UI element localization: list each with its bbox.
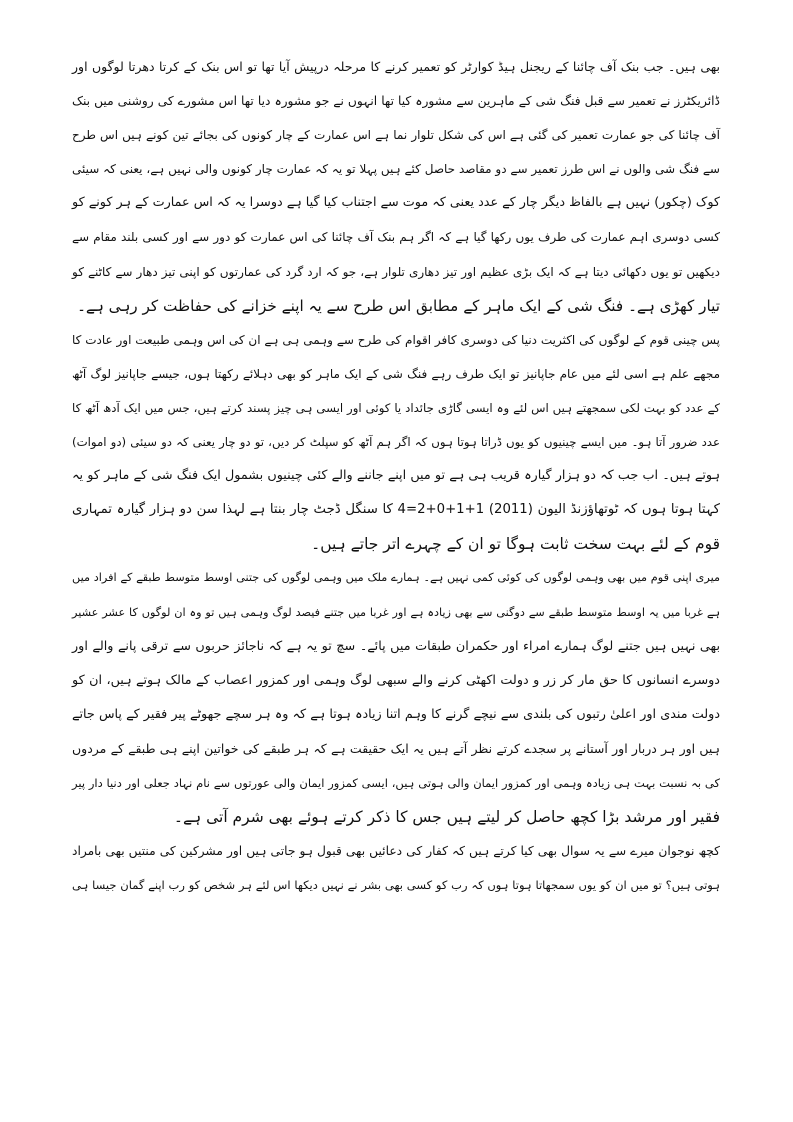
text-line: ڈائریکٹرز نے تعمیر سے قبل فنگ شی کے ماہرین سے مشورہ کیا تھا انہوں نے جو مشورہ دیا تھا اس مشورے کی روشنی میں بنک: [72, 94, 720, 109]
text-line: دولت مندی اور اعلیٰ رتبوں کی بلندی سے نیچے گرنے کا وہم اتنا زیادہ ہوتا ہے کہ وہ ہر سچے جھوٹے پیر فقیر کے پاس جاتے: [72, 706, 720, 722]
text-line: پس چینی قوم کے لوگوں کی اکثریت دنیا کی دوسری کافر اقوام کی طرح سے وہمی ہی ہے ان کی اس وہمی طبیعت اور عادت کا: [72, 332, 720, 347]
text-line: آف چائنا کی جو عمارت تعمیر کی گئی ہے اس کی شکل تلوار نما ہے اس عمارت کے چار کونوں کی بجائے تین کونے ہیں اس طرح: [72, 128, 720, 143]
text-line: کوک (چکور) نہیں ہے بالفاظ دیگر چار کے عدد یعنی کہ موت سے اجتناب کیا گیا ہے دوسرا یہ کہ اس عمارت کے ہر کونے کو: [72, 195, 720, 211]
text-line: کچھ نوجوان میرے سے یہ سوال بھی کیا کرتے ہیں کہ کفار کی دعائیں بھی قبول ہو جاتی ہیں اور مشرکین کی منتیں بھی بامراد: [72, 844, 720, 859]
text-line: بھی نہیں ہیں جتنے لوگ ہمارے امراء اور حکمران طبقات میں پائے۔ سچ تو یہ ہے کہ ناجائز حربوں سے ترقی پانے والے اور: [72, 638, 720, 654]
text-line: سے فنگ شی والوں نے اس طرز تعمیر سے دو مقاصد حاصل کئے ہیں پہلا تو یہ کہ عمارت چار کونوں والی نہیں ہے، یعنی کہ سیئی: [72, 162, 720, 177]
text-line: کی بہ نسبت بہت ہی زیادہ وہمی اور کمزور ایمان والی ہوتی ہیں، ایسی کمزور ایمان والی عورتوں سے نام نہاد جعلی اور دنیا دار پیر: [72, 775, 720, 790]
text-line: دوسرے انسانوں کا حق مار کر زر و دولت اکھٹی کرنے والے سبھی لوگ وہمی اور کمزور اعصاب کے مالک ہوتے ہیں، ان کو: [72, 672, 720, 688]
text-line: کے عدد کو بہت لکی سمجھتے ہیں اس لئے وہ ایسی گاڑی جائداد یا کوئی اور ایسی ہی چیز پسند کرتے ہیں، جس میں ایک آدھ آٹھ کا: [72, 400, 720, 415]
text-line: میری اپنی قوم میں بھی وہمی لوگوں کی کوئی کمی نہیں ہے۔ ہمارے ملک میں وہمی لوگوں کی جتنی اوسط متوسط طبقے کے افراد میں: [72, 571, 720, 585]
text-line: ہوتے ہیں۔ اب جب کہ دو ہزار گیارہ قریب ہی ہے تو میں اپنے جاننے والے کئی چینیوں بشمول ایک فنگ شی کے ماہر کو یہ: [72, 468, 720, 484]
text-line: عدد ضرور آتا ہو۔ میں ایسے چینیوں کو یوں ڈراتا ہوتا ہوں کہ اگر ہم آٹھ کو سپلٹ کر دیں، تو دو چار یعنی کہ دو سیئی (دو اموات): [72, 435, 720, 450]
paragraph-last-line: فقیر اور مرشد بڑا کچھ حاصل کر لیتے ہیں جس کا ذکر کرتے ہوئے بھی شرم آتی ہے۔: [173, 808, 720, 827]
text-line: ہے غربا میں یہ اوسط متوسط طبقے سے دوگنی سے بھی زیادہ ہے اور غربا میں جتنے فیصد لوگ وہمی ہیں تو وہ ان لوگوں کا عشر عشیر: [72, 605, 720, 619]
text-line: ہوتی ہیں؟ تو میں ان کو یوں سمجھاتا ہوتا ہوں کہ رب کو کسی بھی بشر نے نہیں دیکھا اس لئے ہر شخص کو رب اپنے گمان جیسا ہی: [72, 878, 720, 893]
text-line: ہیں اور ہر دربار اور آستانے پر سجدے کرتے نظر آتے ہیں یہ ایک حقیقت ہے کہ ہر طبقے کی خواتین اپنے ہی طبقے کے مردوں: [72, 740, 720, 756]
text-line: بھی ہیں۔ جب بنک آف چائنا کے ریجنل ہیڈ کوارٹر کو تعمیر کرنے کا مرحلہ درپیش آیا تھا تو اس بنک کے کرتا دھرتا لوگوں اور: [72, 59, 720, 74]
text-line: مجھے علم ہے اسی لئے میں عام جاپانیز تو ایک طرف رہے فنگ شی کے ایک ماہر کو بھی دہلائے رکھتا ہوں، جیسے جاپانیز لوگ آٹھ: [72, 366, 720, 381]
text-line: کسی دوسری اہم عمارت کی طرف یوں رکھا گیا ہے کہ اگر ہم بنک آف چائنا کی اس عمارت کو دور سے اور کسی بلند مقام سے: [72, 230, 720, 245]
text-line: کہتا ہوتا ہوں کہ ٹوتھاؤزنڈ الیون (2011) 1+1+0+2=4 کا سنگل ڈجٹ چار بنتا ہے لہذا سن دو ہزار گیارہ تمہاری: [72, 502, 720, 518]
paragraph-last-line: قوم کے لئے بہت سخت ثابت ہوگا تو ان کے چہرے اتر جاتے ہیں۔: [311, 535, 720, 554]
paragraph-last-line: تیار کھڑی ہے۔ فنگ شی کے ایک ماہر کے مطابق اس طرح سے یہ اپنے خزانے کی حفاظت کر رہی ہے۔: [76, 296, 720, 315]
urdu-text-body: [72, 50, 720, 902]
text-line: دیکھیں تو یوں دکھائی دیتا ہے کہ ایک بڑی عظیم اور تیز دھاری تلوار ہے، جو کہ ارد گرد کی عمارتوں کو اپنی تیز دھار سے کاٹنے کو: [72, 264, 720, 279]
